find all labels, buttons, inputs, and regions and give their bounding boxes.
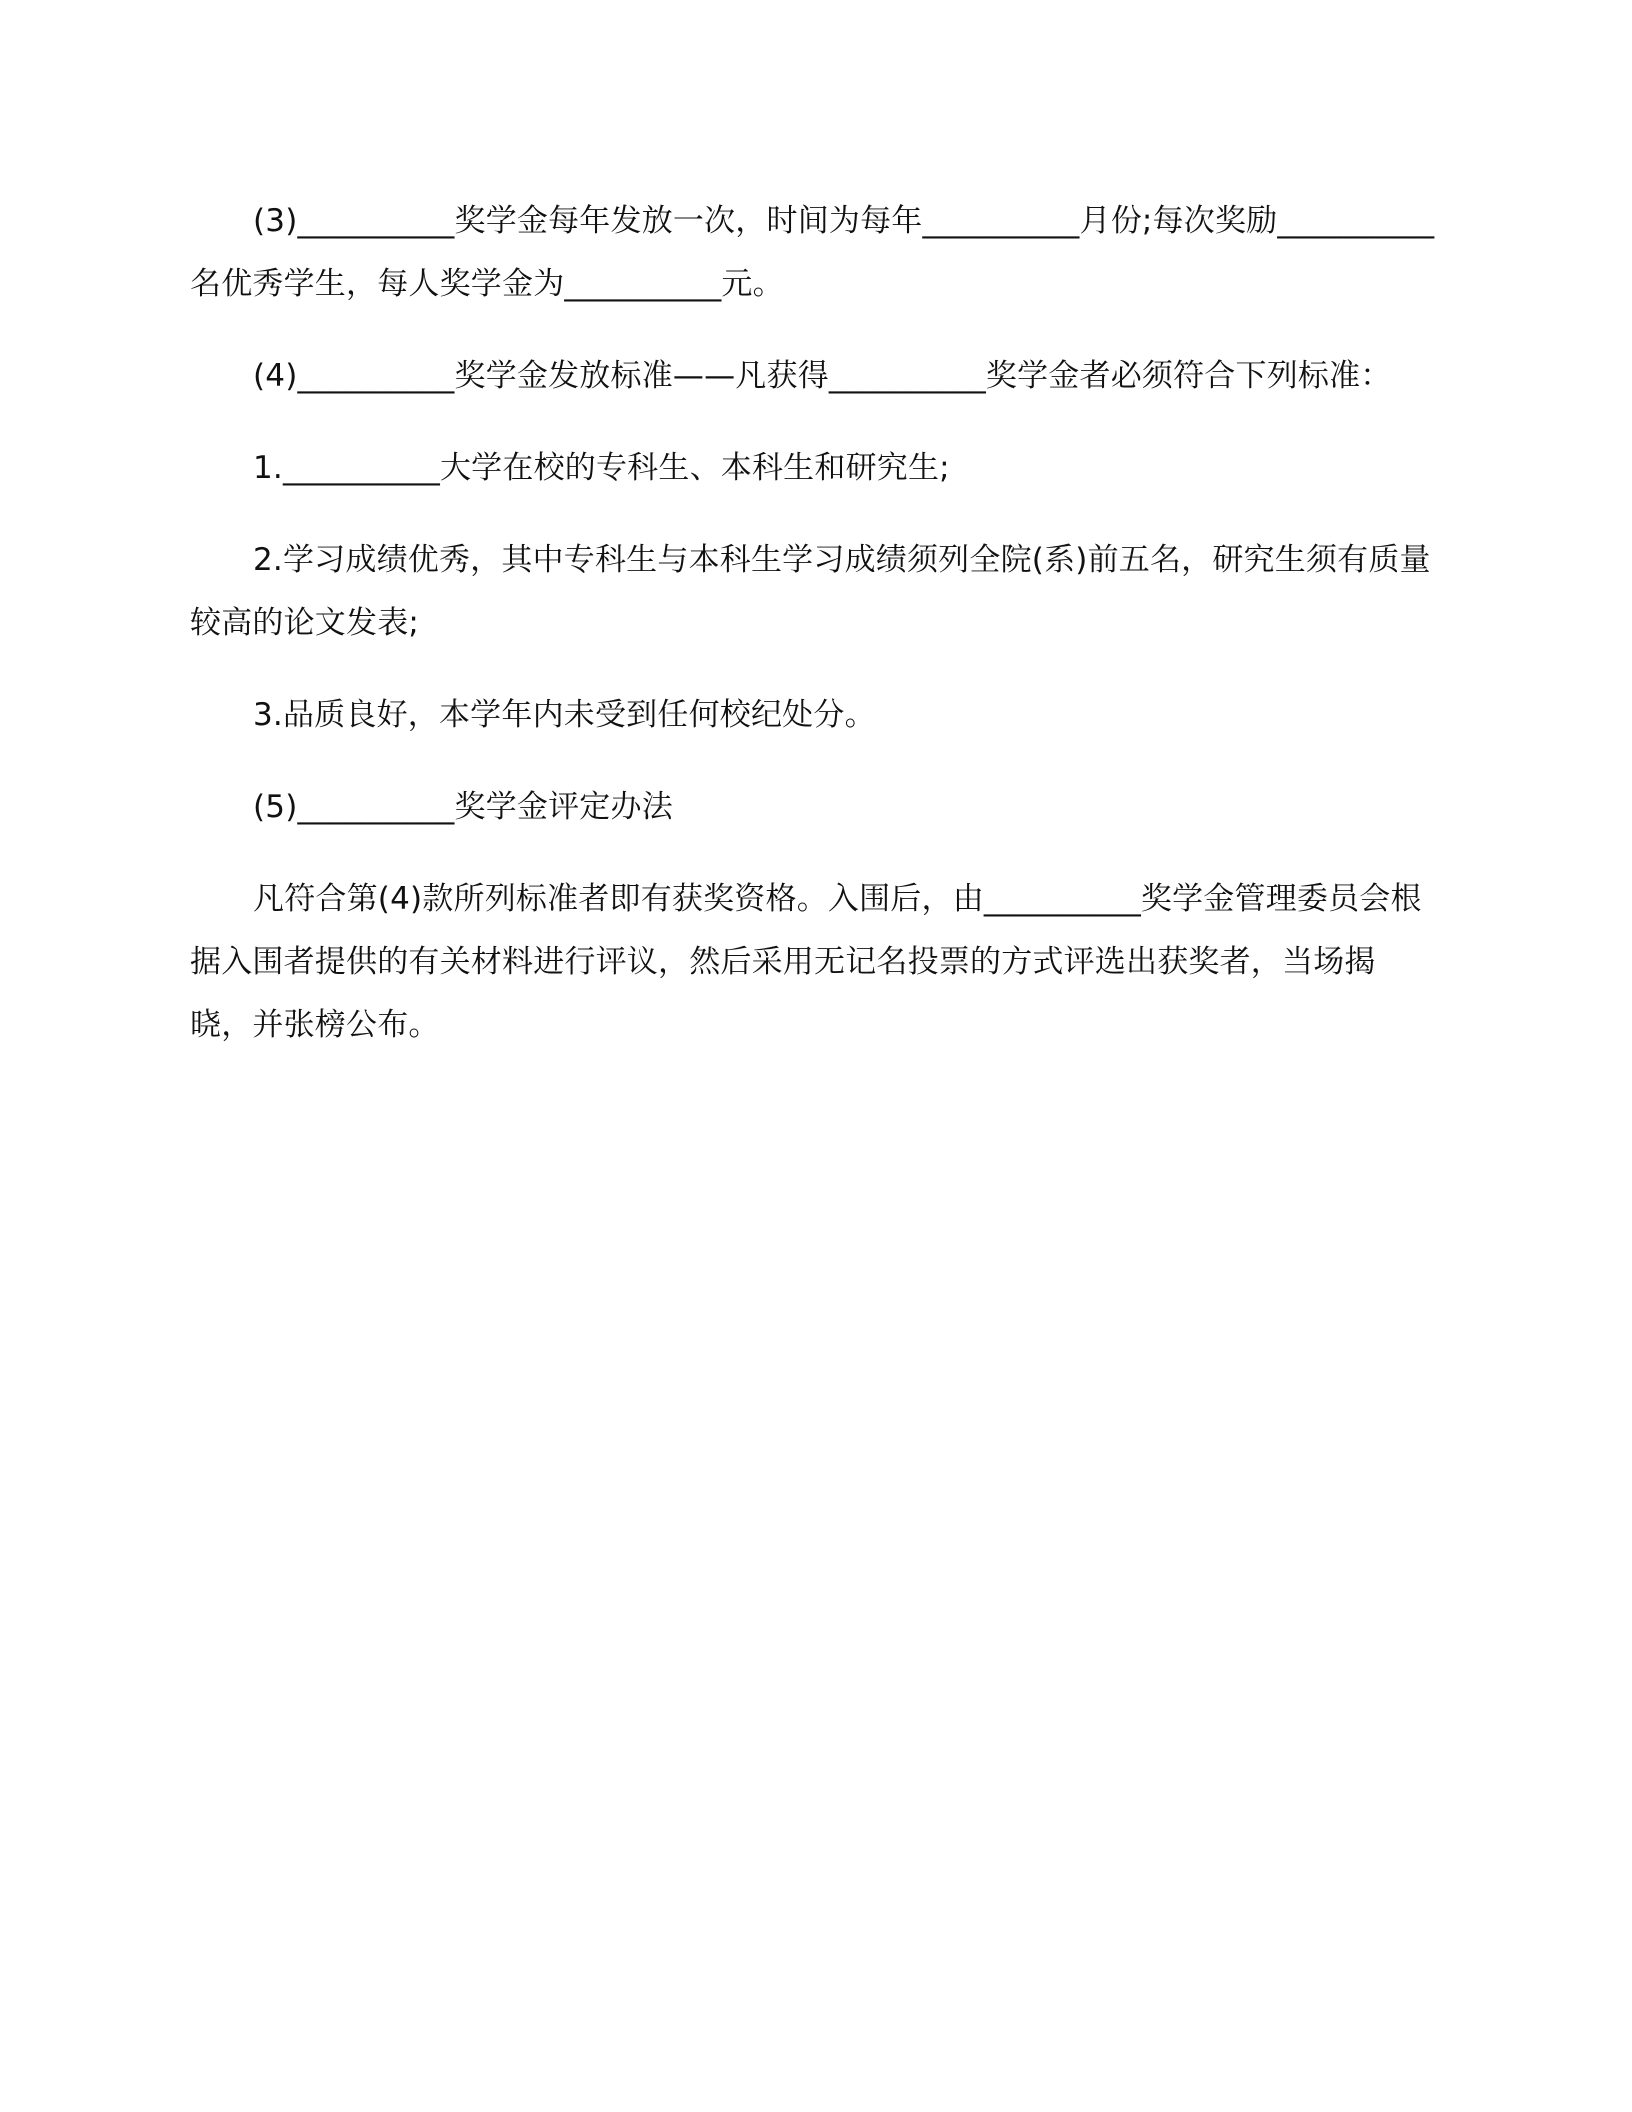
criterion-1: 1.__________大学在校的专科生、本科生和研究生; [253, 450, 950, 486]
criterion-2: 2.学习成绩优秀，其中专科生与本科生学习成绩须列全院(系)前五名，研究生须有质量较高的论文发表; [190, 542, 1431, 641]
paragraph-award-criteria: (4)__________奖学金发放标准——凡获得__________奖学金者必须符合下列标准： [253, 358, 1392, 394]
paragraph-evaluation-method: 凡符合第(4)款所列标准者即有获奖资格。入围后，由__________奖学金管理委员会根据入围者提供的有关材料进行评议，然后采用无记名投票的方式评选出获奖者，当场揭晓，并张榜公布。 [190, 881, 1422, 1043]
paragraph-evaluation-heading: (5)__________奖学金评定办法 [253, 789, 673, 825]
paragraph-award-schedule: (3)__________奖学金每年发放一次，时间为每年__________月份;每次奖励__________名优秀学生，每人奖学金为__________元。 [190, 203, 1435, 302]
criterion-3: 3.品质良好，本学年内未受到任何校纪处分。 [253, 697, 876, 733]
document-body [190, 190, 1435, 1086]
